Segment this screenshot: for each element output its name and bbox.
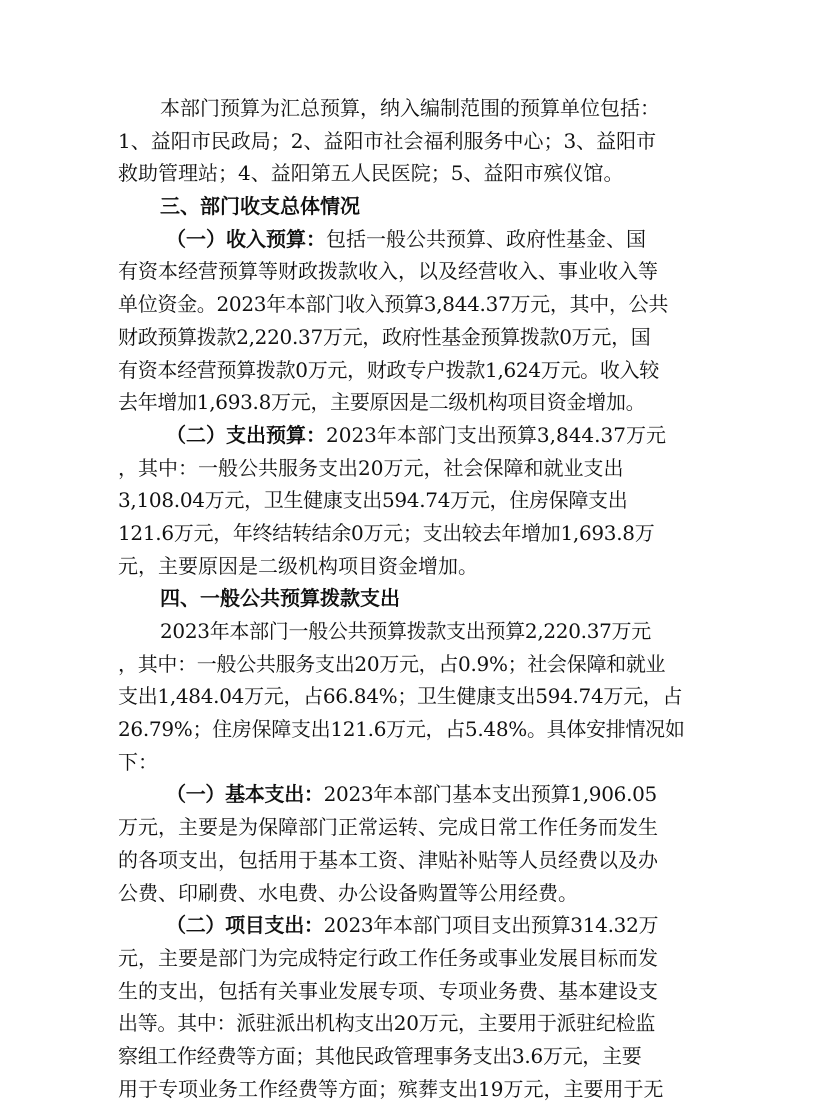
scope-line-1: 本部门预算为汇总预算，纳入编制范围的预算单位包括： xyxy=(160,96,660,120)
expenditure-line: 121.6万元，年终结转结余0万元；支出较去年增加1,693.8万 xyxy=(118,520,655,545)
scope-line-2: 1、益阳市民政局；2、益阳市社会福利服务中心；3、益阳市 xyxy=(118,128,657,153)
income-line: 有资本经营预算等财政拨款收入，以及经营收入、事业收入等 xyxy=(118,259,658,284)
income-first-text: 包括一般公共预算、政府性基金、国 xyxy=(326,226,646,251)
scope-line-3: 救助管理站；4、益阳第五人民医院；5、益阳市殡仪馆。 xyxy=(118,161,624,186)
basic-label: （一）基本支出： xyxy=(166,782,324,807)
income-line: 财政预算拨款2,220.37万元，政府性基金预算拨款0万元，国 xyxy=(118,324,651,349)
expenditure-first-line xyxy=(118,419,708,452)
general-budget-line: ，其中：一般公共服务支出20万元，占0.9%；社会保障和就业 xyxy=(118,651,666,676)
expenditure-line: ，其中：一般公共服务支出20万元，社会保障和就业支出 xyxy=(118,455,624,480)
project-line: 生的支出，包括有关事业发展专项、专项业务费、基本建设支 xyxy=(118,978,658,1003)
basic-line: 的各项支出，包括用于基本工资、津贴补贴等人员经费以及办 xyxy=(118,847,658,872)
general-budget-line: 下： xyxy=(118,749,158,774)
general-budget-line: 26.79%；住房保障支出121.6万元，占5.48%。具体安排情况如 xyxy=(118,717,685,742)
section-heading-4: 四、一般公共预算拨款支出 xyxy=(160,586,400,611)
expenditure-line: 3,108.04万元，卫生健康支出594.74万元，住房保障支出 xyxy=(118,488,628,513)
basic-line: 万元，主要是为保障部门正常运转、完成日常工作任务而发生 xyxy=(118,815,658,840)
project-line: 察组工作经费等方面；其他民政管理事务支出3.6万元，主要 xyxy=(118,1043,642,1068)
general-budget-line: 支出1,484.04万元，占66.84%；卫生健康支出594.74万元，占 xyxy=(118,684,683,709)
expenditure-label: （二）支出预算： xyxy=(166,422,326,447)
project-first-text: 2023年本部门项目支出预算314.32万 xyxy=(323,913,659,938)
income-line: 单位资金。2023年本部门收入预算3,844.37万元，其中，公共 xyxy=(118,292,669,317)
project-line: 出等。其中：派驻派出机构支出20万元，主要用于派驻纪检监 xyxy=(118,1011,656,1036)
general-budget-line: 2023年本部门一般公共预算拨款支出预算2,220.37万元 xyxy=(160,619,651,643)
project-first-line xyxy=(118,909,708,942)
expenditure-line: 元，主要原因是二级机构项目资金增加。 xyxy=(118,553,478,578)
document-page xyxy=(118,92,708,1105)
income-first-line xyxy=(118,223,708,256)
expenditure-first-text: 2023年本部门支出预算3,844.37万元 xyxy=(326,422,666,447)
income-line: 去年增加1,693.8万元，主要原因是二级机构项目资金增加。 xyxy=(118,390,646,415)
section-heading-3: 三、部门收支总体情况 xyxy=(160,194,360,219)
project-label: （二）项目支出： xyxy=(166,913,324,938)
income-label: （一）收入预算： xyxy=(166,226,326,251)
project-line: 用于专项业务工作经费等方面；殡葬支出19万元，主要用于无 xyxy=(118,1076,664,1101)
basic-line: 公费、印刷费、水电费、办公设备购置等公用经费。 xyxy=(118,880,578,905)
basic-first-line xyxy=(118,778,708,811)
project-line: 元，主要是部门为完成特定行政工作任务或事业发展目标而发 xyxy=(118,945,658,970)
basic-first-text: 2023年本部门基本支出预算1,906.05 xyxy=(323,782,657,807)
income-line: 有资本经营预算拨款0万元，财政专户拨款1,624万元。收入较 xyxy=(118,357,659,382)
